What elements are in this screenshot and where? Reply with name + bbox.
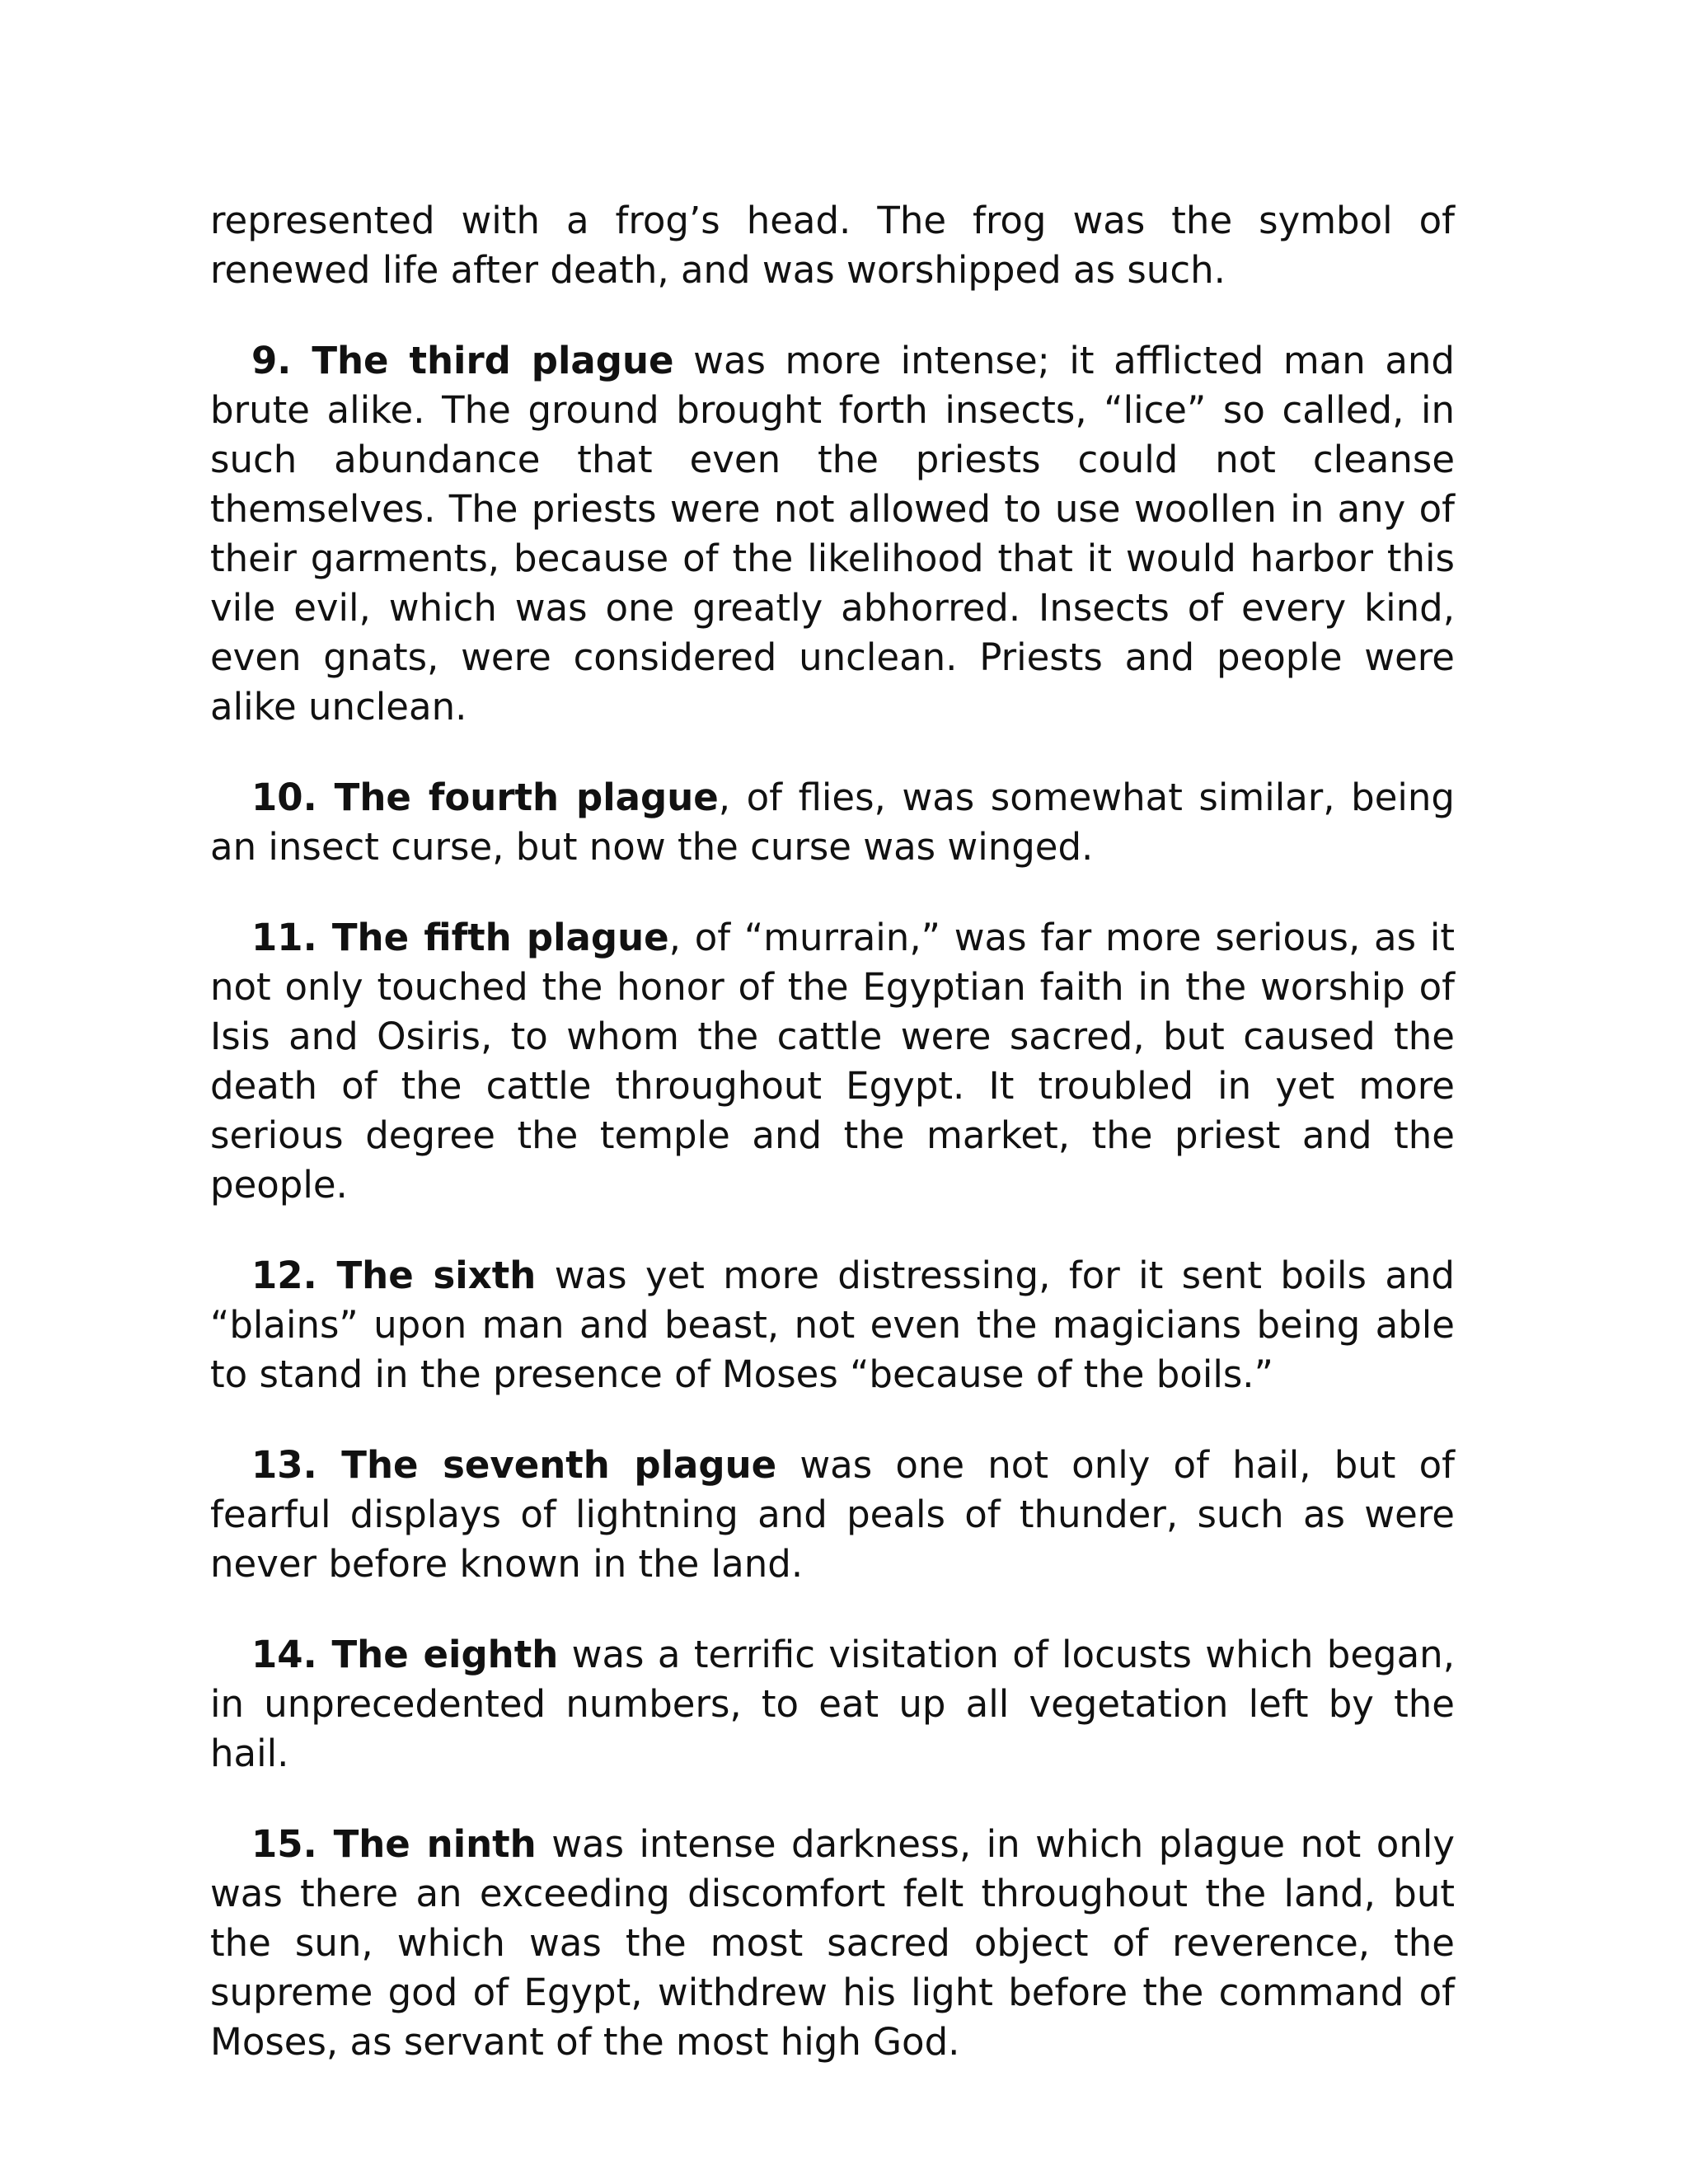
- paragraph-text: was yet more distressing, for it sent boils and “blains” upon man and beast, not even the magicians being able to stand in the presence of Moses “because of the boils.”: [210, 1254, 1455, 1396]
- paragraph-text: , of flies, was somewhat similar, being an insect curse, but now the curse was winged.: [210, 776, 1455, 869]
- paragraph-sixth-plague: [210, 1251, 1455, 1399]
- paragraph-lead: 12. The sixth: [251, 1254, 537, 1297]
- paragraph-fifth-plague: [210, 913, 1455, 1210]
- paragraph-lead: 10. The fourth plague: [251, 776, 719, 819]
- paragraph-text: was a terrific visitation of locusts which began, in unprecedented numbers, to eat up all vegetation left by the hail.: [210, 1633, 1455, 1775]
- paragraph-lead: 15. The ninth: [251, 1822, 537, 1866]
- paragraph-continuation: [210, 196, 1455, 295]
- paragraph-fourth-plague: [210, 773, 1455, 872]
- paragraph-eighth-plague: [210, 1630, 1455, 1779]
- paragraph-third-plague: [210, 336, 1455, 732]
- paragraph-seventh-plague: [210, 1441, 1455, 1589]
- paragraph-lead: 9. The third plague: [251, 339, 674, 382]
- document-page: [210, 196, 1455, 2108]
- paragraph-text: was one not only of hail, but of fearful displays of lightning and peals of thunder, such as were never before known in the land.: [210, 1443, 1455, 1586]
- paragraph-lead: 11. The fifth plague: [251, 916, 669, 959]
- paragraph-ninth-plague: [210, 1820, 1455, 2067]
- paragraph-lead: 13. The seventh plague: [251, 1443, 777, 1487]
- paragraph-text: was intense darkness, in which plague not only was there an exceeding discomfort felt throughout the land, but the sun, which was the most sacred object of reverence, the supreme god of Egypt, withdrew his light before the command of Moses, as servant of the most high God.: [210, 1822, 1455, 2064]
- paragraph-lead: 14. The eighth: [251, 1633, 559, 1676]
- paragraph-text: represented with a frog’s head. The frog was the symbol of renewed life after death, and was worshipped as such.: [210, 199, 1455, 292]
- paragraph-text: , of “murrain,” was far more serious, as it not only touched the honor of the Egyptian faith in the worship of Isis and Osiris, to whom the cattle were sacred, but caused the death of the cattle throughout Egypt. It troubled in yet more serious degree the temple and the market, the priest and the people.: [210, 916, 1455, 1207]
- paragraph-text: was more intense; it afflicted man and brute alike. The ground brought forth insects, “lice” so called, in such abundance that even the priests could not cleanse themselves. The priests were not allowed to use woollen in any of their garments, because of the likelihood that it would harbor this vile evil, which was one greatly abhorred. Insects of every kind, even gnats, were considered unclean. Priests and people were alike unclean.: [210, 339, 1455, 729]
